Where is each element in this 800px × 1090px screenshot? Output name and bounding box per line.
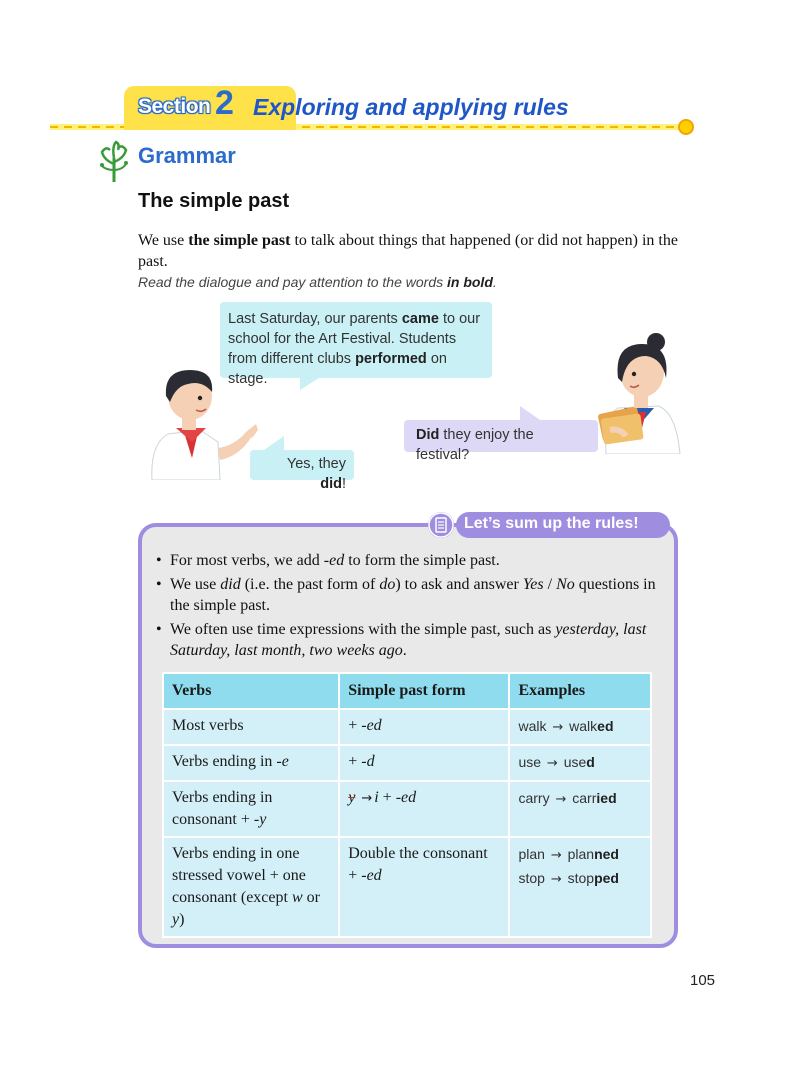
rules-document-icon: [428, 512, 454, 538]
rule-item: • For most verbs, we add -ed to form the simple past.: [156, 550, 666, 571]
grammar-heading: Grammar: [138, 143, 236, 168]
instruction-text: Read the dialogue and pay attention to the words in bold.: [138, 274, 497, 290]
page-number: 105: [690, 972, 716, 989]
table-row: [163, 709, 651, 745]
speech-bubble-question: Did they enjoy the festival?: [404, 420, 598, 452]
bubble-tail: [300, 376, 322, 390]
section-banner: [50, 86, 700, 146]
arrow-icon: →: [555, 792, 567, 807]
arrow-icon: →: [361, 791, 373, 806]
column-header: Simple past form: [339, 673, 509, 709]
verbs-cell: Verbs ending in -e: [163, 745, 339, 781]
arrow-icon: →: [546, 756, 558, 771]
verbs-cell: Verbs ending in consonant + -y: [163, 781, 339, 837]
example-cell: carry → carried: [509, 781, 651, 837]
form-cell: y → i + -ed: [339, 781, 509, 837]
rules-list: [156, 550, 666, 664]
arrow-icon: →: [550, 872, 562, 887]
bubble-tail: [264, 436, 284, 450]
table-row: [163, 837, 651, 937]
section-title: Exploring and applying rules: [253, 94, 569, 120]
column-header: Examples: [509, 673, 651, 709]
table-row: [163, 745, 651, 781]
column-header: Verbs: [163, 673, 339, 709]
topic-title: The simple past: [138, 190, 290, 212]
arrow-icon: →: [552, 720, 564, 735]
verbs-cell: Verbs ending in one stressed vowel + one consonant (except w or y): [163, 837, 339, 937]
banner-dot-icon: [678, 119, 694, 135]
intro-paragraph: We use the simple past to talk about things that happened (or did not happen) in the past.: [138, 232, 678, 270]
form-cell: + -d: [339, 745, 509, 781]
section-word: Section: [138, 95, 211, 118]
rule-item: • We use did (i.e. the past form of do) to ask and answer Yes / No questions in the simple past.: [156, 574, 666, 616]
arrow-icon: →: [550, 848, 562, 863]
rule-item: • We often use time expressions with the simple past, such as yesterday, last Saturday, last month, two weeks ago.: [156, 619, 666, 661]
form-cell: Double the consonant + -ed: [339, 837, 509, 937]
simple-past-table: [162, 672, 652, 938]
intro-bold-term: the simple past: [188, 232, 291, 249]
example-cell: walk → walked: [509, 709, 651, 745]
section-number: 2: [215, 84, 234, 122]
table-header-row: [163, 673, 651, 709]
verbs-cell: Most verbs: [163, 709, 339, 745]
boy-student-illustration: [148, 362, 260, 480]
rules-label-text: Let’s sum up the rules!: [464, 515, 639, 532]
speech-bubble-parents: Last Saturday, our parents came to our school for the Art Festival. Students from different clubs performed on stage.: [220, 302, 492, 378]
example-cell: use → used: [509, 745, 651, 781]
table-row: [163, 781, 651, 837]
rules-label: [428, 512, 670, 538]
bubble-tail: [520, 406, 540, 420]
girl-student-illustration: [596, 332, 688, 454]
example-cell: plan → planned stop → stopped: [509, 837, 651, 937]
grammar-tree-icon: [96, 138, 132, 184]
form-cell: + -ed: [339, 709, 509, 745]
speech-bubble-answer: Yes, they did!: [250, 450, 354, 480]
